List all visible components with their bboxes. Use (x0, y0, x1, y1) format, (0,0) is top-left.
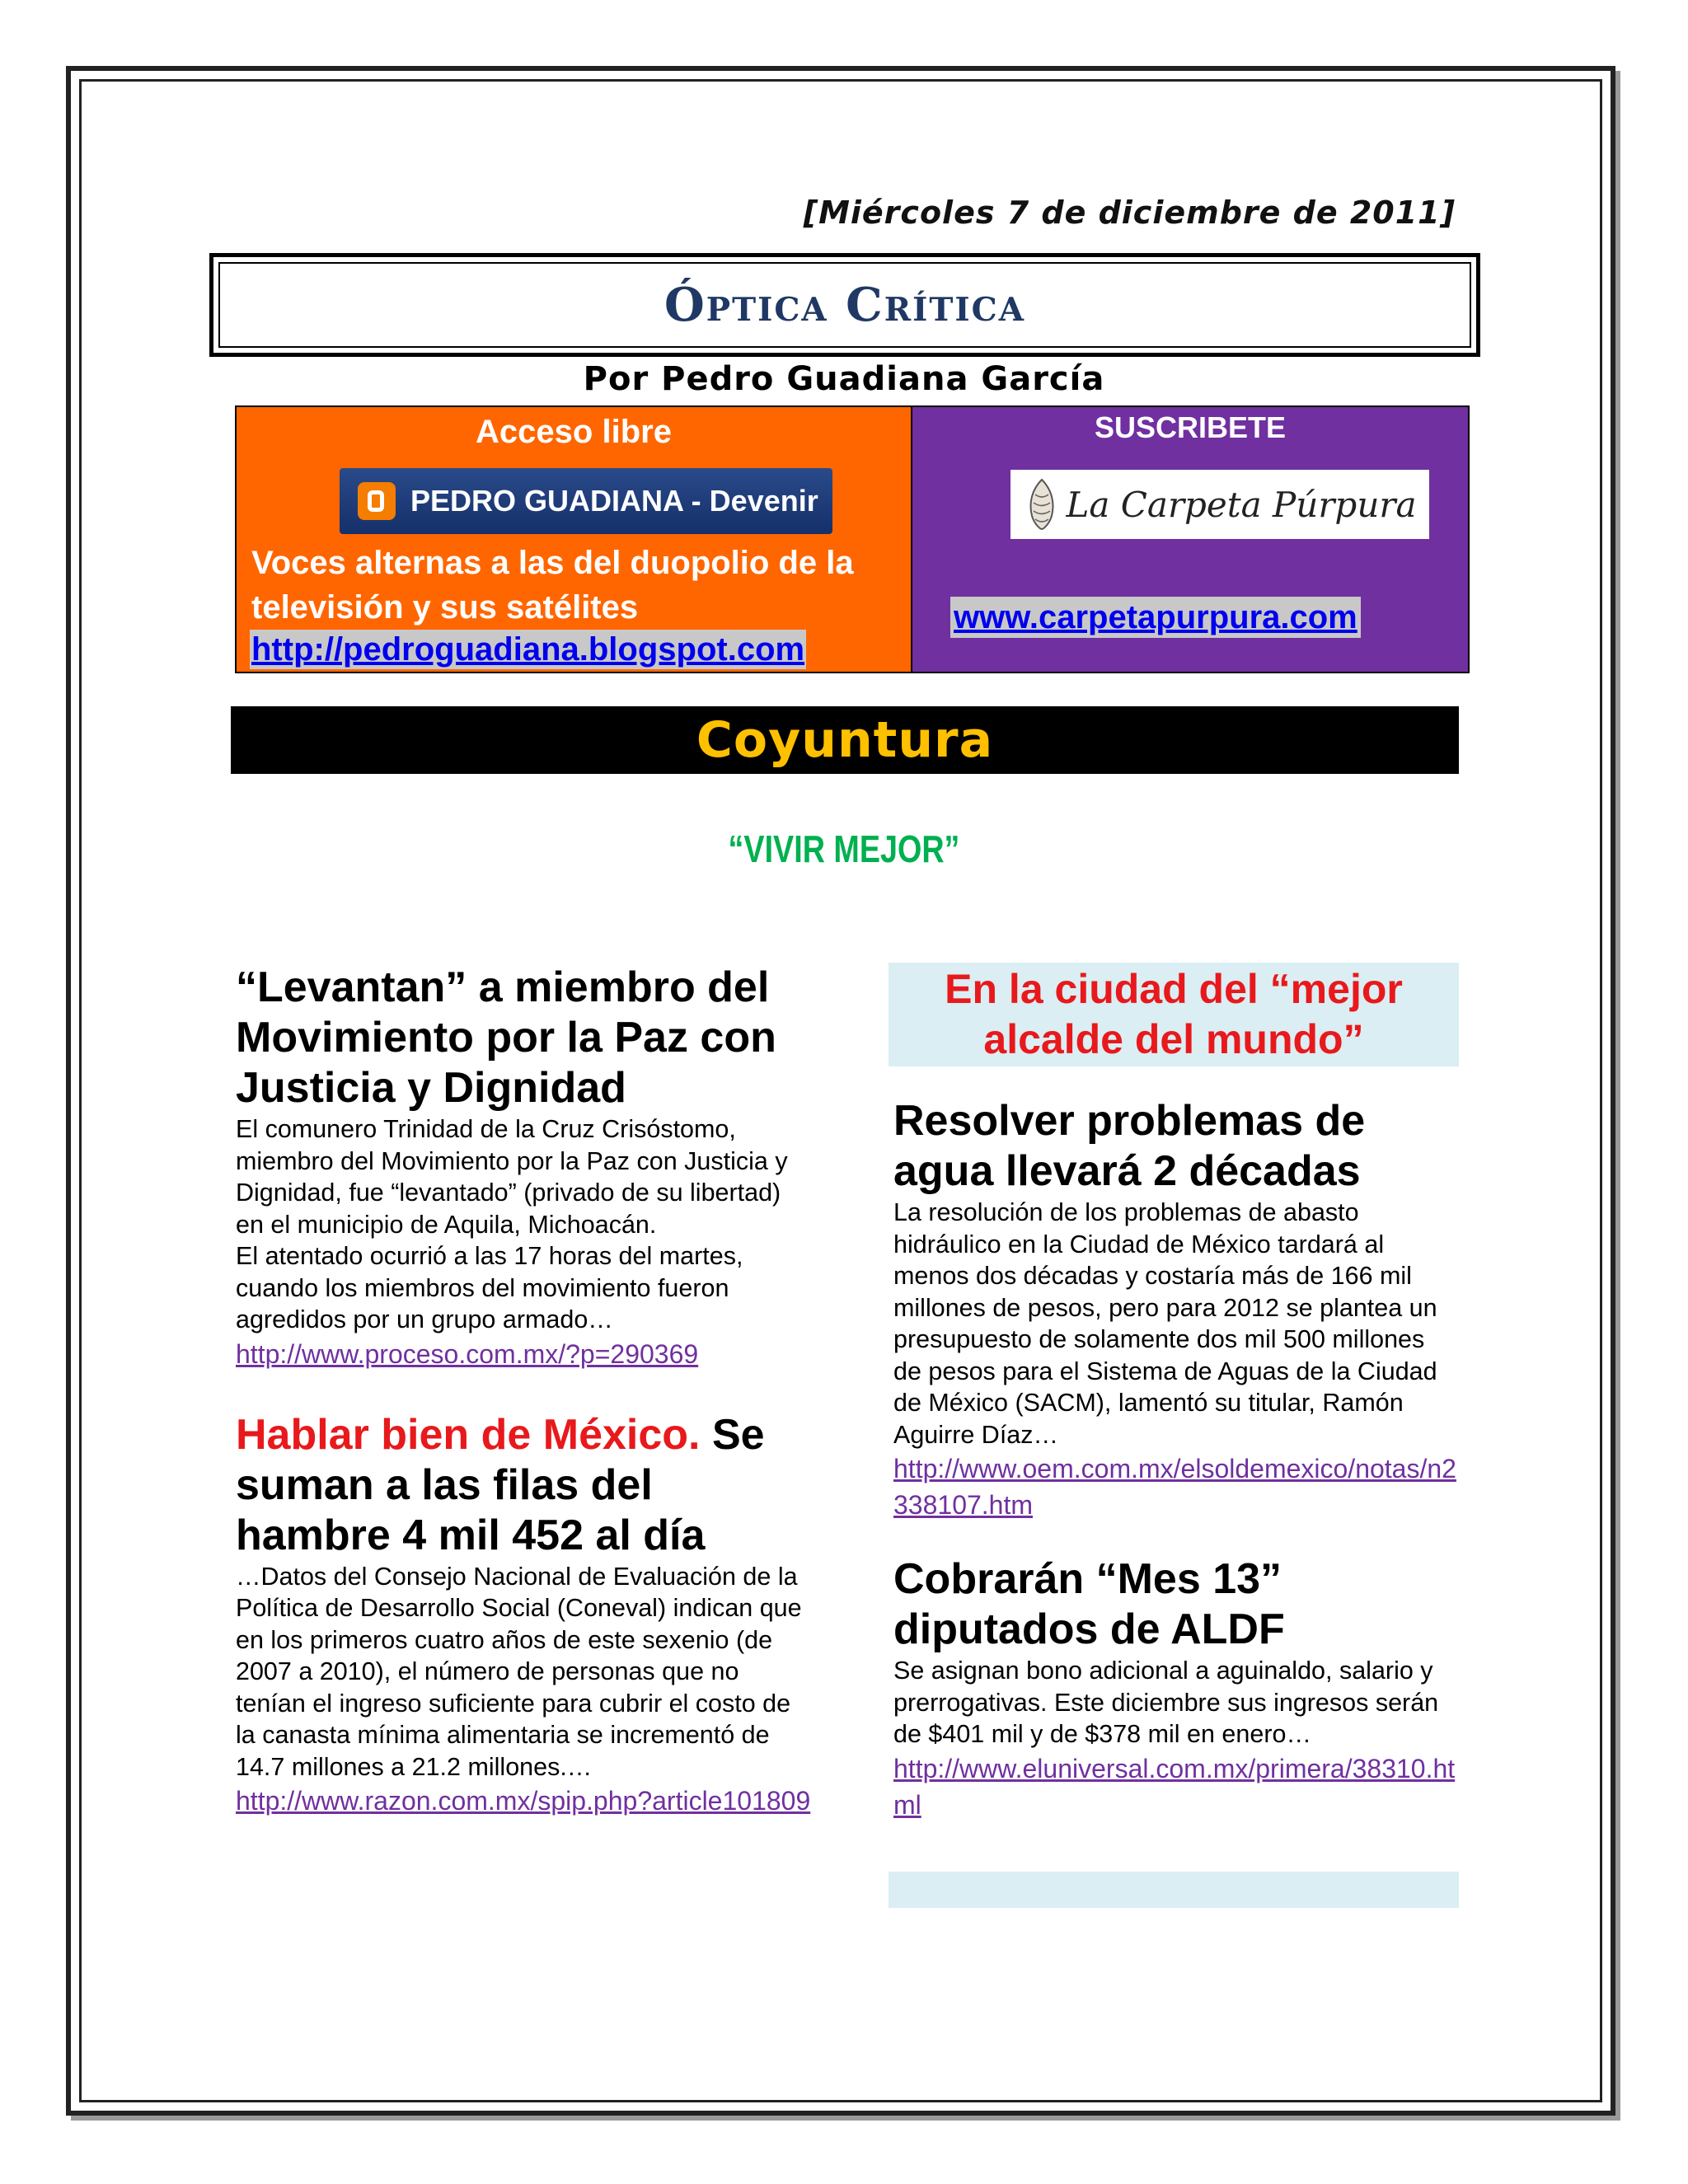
masthead-box (209, 253, 1480, 357)
article-body: Se asignan bono adicional a aguinaldo, salario y prerrogativas. Este diciembre sus ingresos serán de $401 mil y de $378 mil en enero… (893, 1657, 1439, 1748)
promo-subscribe-heading: SUSCRIBETE (1094, 410, 1287, 444)
column-footer-bar (889, 1872, 1459, 1908)
promo-blog (235, 405, 912, 673)
article-headline (236, 1410, 813, 1561)
article-body: …Datos del Consejo Nacional de Evaluación de la Política de Desarrollo Social (Coneval) indican que en los primeros cuatro años de este sexenio (de 2007 a 2010), el número de personas que no tenían el ingreso suficiente para cubrir el costo de la canasta mínima alimentaria se incrementó de 14.7 millones a 21.2 millones.… (236, 1562, 802, 1781)
topic-box-title: En la ciudad del “mejor alcalde del mundo” (945, 966, 1403, 1062)
blog-link[interactable]: http://pedroguadiana.blogspot.com (251, 631, 805, 668)
promo-blog-description: Voces alternas a las del duopolio de la televisión y sus satélites (251, 545, 854, 626)
article-headline: “Levantan” a miembro del Movimiento por la Paz con Justicia y Dignidad (236, 963, 776, 1112)
article-headline: Cobrarán “Mes 13” diputados de ALDF (893, 1555, 1285, 1653)
section-bar (231, 706, 1459, 774)
blogger-badge[interactable] (340, 468, 832, 534)
carpeta-logo-text: La Carpeta Púrpura (1066, 484, 1417, 525)
headline-rest: Se suman a las filas del hambre 4 mil 452 al día (236, 1410, 765, 1559)
article-body: El atentado ocurrió a las 17 horas del martes, cuando los miembros del movimiento fueron agredidos por un grupo armado… (236, 1242, 743, 1333)
article-headline: Resolver problemas de agua llevará 2 décadas (893, 1097, 1366, 1195)
topic-box (889, 963, 1459, 1066)
right-column (889, 963, 1459, 1823)
section-tagline: “VIVIR MEJOR” (728, 827, 960, 870)
promo-subscribe (912, 405, 1470, 673)
issue-date: [Miércoles 7 de diciembre de 2011] (803, 194, 1456, 231)
masthead-title: Óptica Crítica (664, 278, 1025, 332)
promo-blog-heading: Acceso libre (476, 414, 672, 450)
article-link[interactable]: http://www.oem.com.mx/elsoldemexico/notas/n2338107.htm (893, 1454, 1456, 1520)
headline-red-part: Hablar bien de México. (236, 1410, 701, 1459)
carpeta-link[interactable]: www.carpetapurpura.com (950, 597, 1361, 638)
shell-icon (1024, 478, 1060, 531)
left-column (236, 963, 813, 1819)
article-link[interactable]: http://www.razon.com.mx/spip.php?article101809 (236, 1786, 811, 1816)
section-title: Coyuntura (696, 711, 994, 769)
carpeta-purpura-logo[interactable] (1010, 470, 1429, 539)
byline: Por Pedro Guadiana García (583, 360, 1105, 398)
masthead-inner (218, 262, 1471, 348)
article-link[interactable]: http://www.eluniversal.com.mx/primera/38310.html (893, 1753, 1456, 1820)
article-body: La resolución de los problemas de abasto hidráulico en la Ciudad de México tardará al menos dos décadas y costaría más de 166 mil millones de pesos, pero para 2012 se plantea un presupuesto de solamente dos mil 500 millones de pesos para el Sistema de Aguas de la Ciudad de México (SACM), lamentó su titular, Ramón Aguirre Díaz… (893, 1198, 1437, 1449)
article-link[interactable]: http://www.proceso.com.mx/?p=290369 (236, 1338, 699, 1369)
blogger-badge-label: PEDRO GUADIANA - Devenir (410, 484, 818, 518)
blogger-icon (358, 482, 396, 520)
article-body: El comunero Trinidad de la Cruz Crisóstomo, miembro del Movimiento por la Paz con Justicia y Dignidad, fue “levantado” (privado de su libertad) en el municipio de Aquila, Michoacán. (236, 1115, 788, 1239)
right-articles (889, 1096, 1459, 1823)
